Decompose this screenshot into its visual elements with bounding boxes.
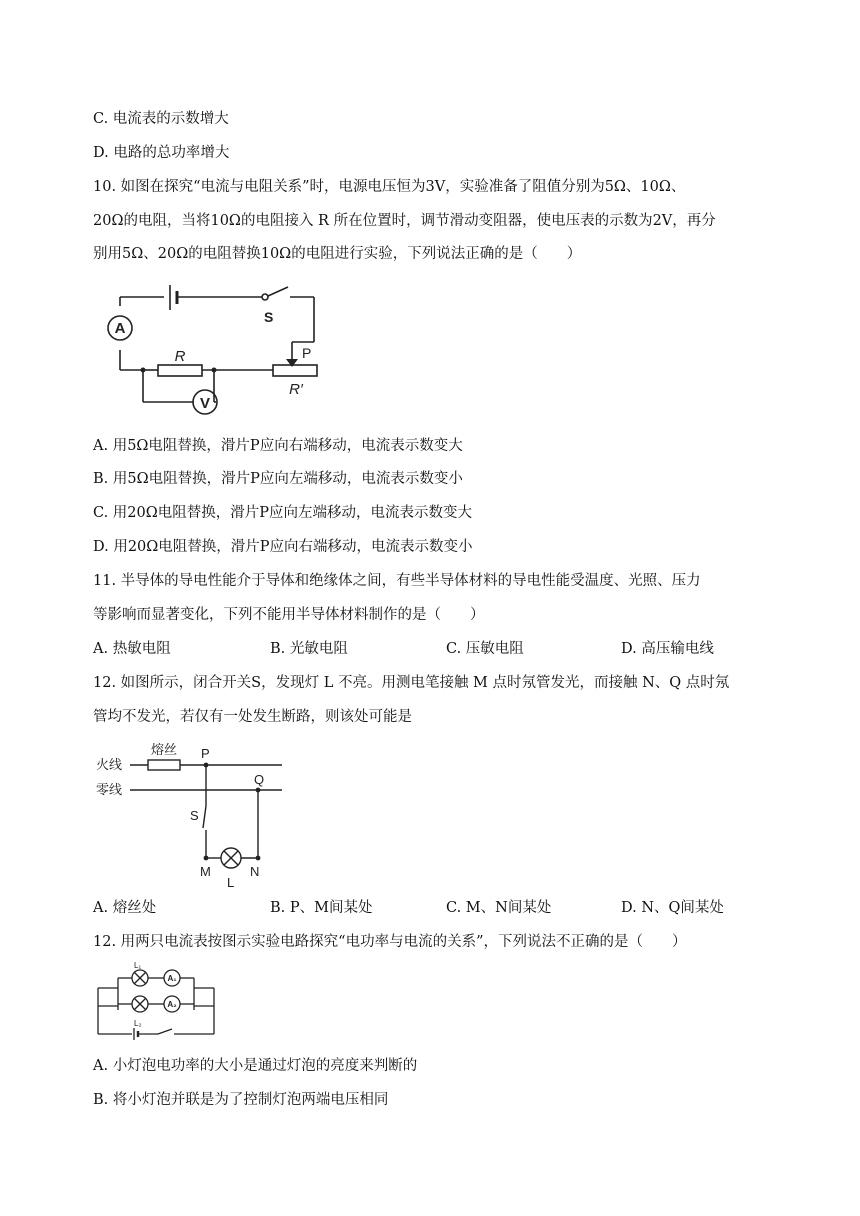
q10-circuit-diagram	[100, 282, 340, 414]
q10-option-b: B. 用5Ω电阻替换，滑片P应向左端移动，电流表示数变小	[93, 471, 463, 487]
lamp-l2-label: L₂	[134, 1019, 142, 1028]
neutral-wire-label: 零线	[96, 782, 123, 797]
q12a-option-d: D. N、Q间某处	[621, 900, 724, 916]
q12a-stem-line-2: 管均不发光，若仅有一处发生断路，则该处可能是	[93, 709, 412, 725]
q10-option-a: A. 用5Ω电阻替换，滑片P应向右端移动，电流表示数变大	[93, 438, 463, 454]
q12b-stem-line-1: 12. 用两只电流表按图示实验电路探究“电功率与电流的关系”，下列说法不正确的是（ ）	[93, 934, 687, 950]
q12a-option-a: A. 熔丝处	[93, 900, 157, 916]
fuse-label: 熔丝	[150, 742, 178, 757]
q11-option-c: C. 压敏电阻	[446, 641, 524, 657]
q9-option-d: D. 电路的总功率增大	[93, 145, 230, 161]
q11-option-a: A. 热敏电阻	[93, 641, 171, 657]
q11-stem-line-1: 11. 半导体的导电性能介于导体和绝缘体之间，有些半导体材料的导电性能受温度、光照、压力	[93, 573, 701, 589]
ammeter-a2-label: A₂	[167, 1000, 177, 1009]
q12b-option-b: B. 将小灯泡并联是为了控制灯泡两端电压相同	[93, 1092, 389, 1108]
q10-option-c: C. 用20Ω电阻替换，滑片P应向左端移动，电流表示数变大	[93, 505, 473, 521]
q12a-option-b: B. P、M间某处	[270, 900, 373, 916]
live-wire-label: 火线	[96, 757, 123, 772]
q12a-circuit-diagram	[96, 736, 296, 888]
q12b-option-a: A. 小灯泡电功率的大小是通过灯泡的亮度来判断的	[93, 1058, 418, 1074]
q10-stem-line-3: 别用5Ω、20Ω的电阻替换10Ω的电阻进行实验，下列说法正确的是（ ）	[93, 246, 582, 262]
ammeter-a1-label: A₁	[167, 974, 177, 983]
point-m-label: M	[200, 864, 211, 879]
point-p-label: P	[201, 746, 210, 761]
slider-label: P	[302, 345, 312, 361]
q12b-circuit-diagram	[96, 960, 226, 1044]
resistor-label: R	[174, 348, 186, 365]
voltmeter-label: V	[199, 395, 211, 412]
point-n-label: N	[250, 864, 260, 879]
q10-stem-line-2: 20Ω的电阻，当将10Ω的电阻接入 R 所在位置时，调节滑动变阻器，使电压表的示数为2V，再分	[93, 213, 716, 229]
q11-stem-line-2: 等影响而显著变化，下列不能用半导体材料制作的是（ ）	[93, 607, 485, 623]
q9-option-c: C. 电流表的示数增大	[93, 111, 229, 127]
q12a-stem-line-1: 12. 如图所示，闭合开关S，发现灯 L 不亮。用测电笔接触 M 点时氖管发光，而接触 N、Q 点时氖	[93, 675, 730, 691]
lamp-l-label: L	[227, 875, 235, 890]
lamp-l1-label: L₁	[134, 961, 142, 970]
switch-label: S	[264, 309, 274, 325]
q10-option-d: D. 用20Ω电阻替换，滑片P应向右端移动，电流表示数变小	[93, 539, 473, 555]
q11-option-d: D. 高压输电线	[621, 641, 714, 657]
q12a-option-c: C. M、N间某处	[446, 900, 552, 916]
q11-option-b: B. 光敏电阻	[270, 641, 348, 657]
switch-s-label: S	[190, 808, 199, 823]
ammeter-label: A	[114, 320, 126, 337]
rheostat-label: R′	[289, 381, 303, 398]
point-q-label: Q	[254, 772, 265, 787]
q10-stem-line-1: 10. 如图在探究“电流与电阻关系”时，电源电压恒为3V，实验准备了阻值分别为5Ω、10Ω、	[93, 179, 686, 195]
